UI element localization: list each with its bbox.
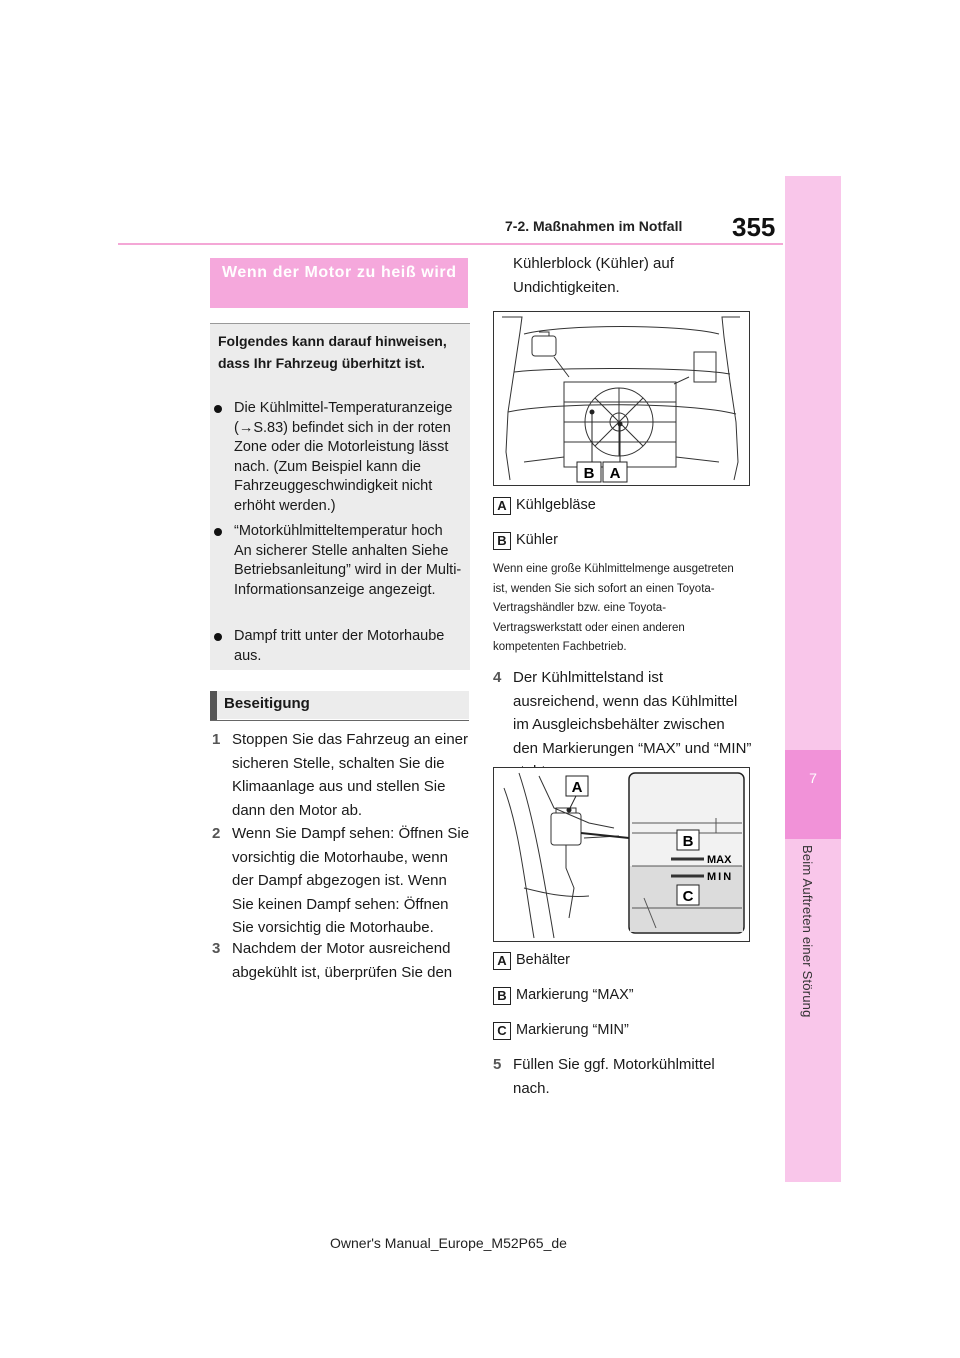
figure-label-c: C [682,888,694,905]
step-number: 4 [493,669,502,686]
chapter-tab [785,176,841,1182]
hot-engine-heading: Wenn der Motor zu heiß wird [222,264,457,281]
remedy-heading-accent [210,691,217,721]
callout-label: B [493,532,511,550]
step-text: Füllen Sie ggf. Motorkühlmittel nach. [513,1056,715,1097]
overheat-bullet [214,522,462,622]
step-text: Nachdem der Motor ausreichend abgekühlt ist, überprüfen Sie den [232,940,453,981]
bullet-dot [214,528,222,536]
callout-label: A [493,497,511,515]
max-mark: MAX [707,854,732,866]
callout-label: A [493,952,511,970]
callout-text: Markierung “MIN” [516,1022,629,1038]
figure-label-a: A [609,465,621,482]
leak-note: Wenn eine große Kühlmittelmenge ausgetreten ist, wenden Sie sich sofort an einen Toyota-Vertragshändler bzw. eine Toyota-Vertragswerkstatt oder einen anderen kompetenten Fachbetrieb. [493,563,734,653]
overheat-bullet [214,399,462,519]
min-mark: MIN [707,871,734,883]
reservoir-figure [493,767,750,942]
callout-label: C [493,1022,511,1040]
callout-text: Markierung “MAX” [516,987,634,1003]
bullet-dot [214,633,222,641]
remedy-heading-rule [210,720,469,721]
step-text: Wenn Sie Dampf sehen: Öffnen Sie vorsichtig die Motorhaube, wenn der Dampf abgezogen ist. Wenn Sie keinen Dampf sehen: Öffnen Sie vorsichtig die Motorhaube. [232,825,470,936]
callout-label: B [493,987,511,1005]
bullet-text: Dampf tritt unter der Motorhaube aus. [234,628,445,664]
step-number: 2 [212,825,221,842]
reservoir-illustration [494,768,749,941]
step-text: Der Kühlmittelstand ist ausreichend, wenn das Kühlmittel im Ausgleichsbehälter zwischen den Markierungen “MAX” und “MIN” [513,669,752,757]
overheat-bullet [214,627,462,667]
remedy-heading: Beseitigung [224,695,310,712]
engine-bay-illustration [494,312,749,485]
figure-label-b: B [682,833,694,850]
footer-doc-id: Owner's Manual_Europe_M52P65_de [330,1235,567,1251]
step3-continuation: Kühlerblock (Kühler) auf Undichtigkeiten. [513,255,674,296]
header-divider [118,243,783,245]
figure-label-a: A [571,779,583,796]
info-box-rule [210,323,470,324]
engine-bay-figure [493,311,750,486]
callout-text: Behälter [516,952,571,968]
chapter-number: 7 [809,770,817,786]
figure-label-b: B [583,465,595,482]
page-number: 355 [732,212,776,242]
callout-text: Kühlgebläse [516,497,596,513]
section-title: 7-2. Maßnahmen im Notfall [505,218,683,234]
step-text: Stoppen Sie das Fahrzeug an einer sicheren Stelle, schalten Sie die Klimaanlage aus und stellen Sie dann den Motor ab. [232,731,468,819]
bullet-dot [214,405,222,413]
chapter-tab-highlight [785,750,841,839]
step-number: 3 [212,940,221,957]
step-number: 5 [493,1056,502,1073]
overheat-intro: Folgendes kann darauf hinweisen, dass Ihr Fahrzeug überhitzt ist. [218,333,447,371]
callout-text: Kühler [516,532,558,548]
bullet-text: Die Kühlmittel-Temperaturanzeige (→S.83) befindet sich in der roten Zone oder die Motorleistung lässt nach. (Zum Beispiel kann die Fahrzeuggeschwindigkeit nicht erhöht werden.) [234,400,453,514]
chapter-title: Beim Auftreten einer Störung [800,845,815,1018]
step-number: 1 [212,731,221,748]
bullet-text: “Motorkühlmitteltemperatur hoch An sicherer Stelle anhalten Siehe Betriebsanleitung” wird in der Multi-Informationsanzeige angezeigt. [234,523,462,598]
